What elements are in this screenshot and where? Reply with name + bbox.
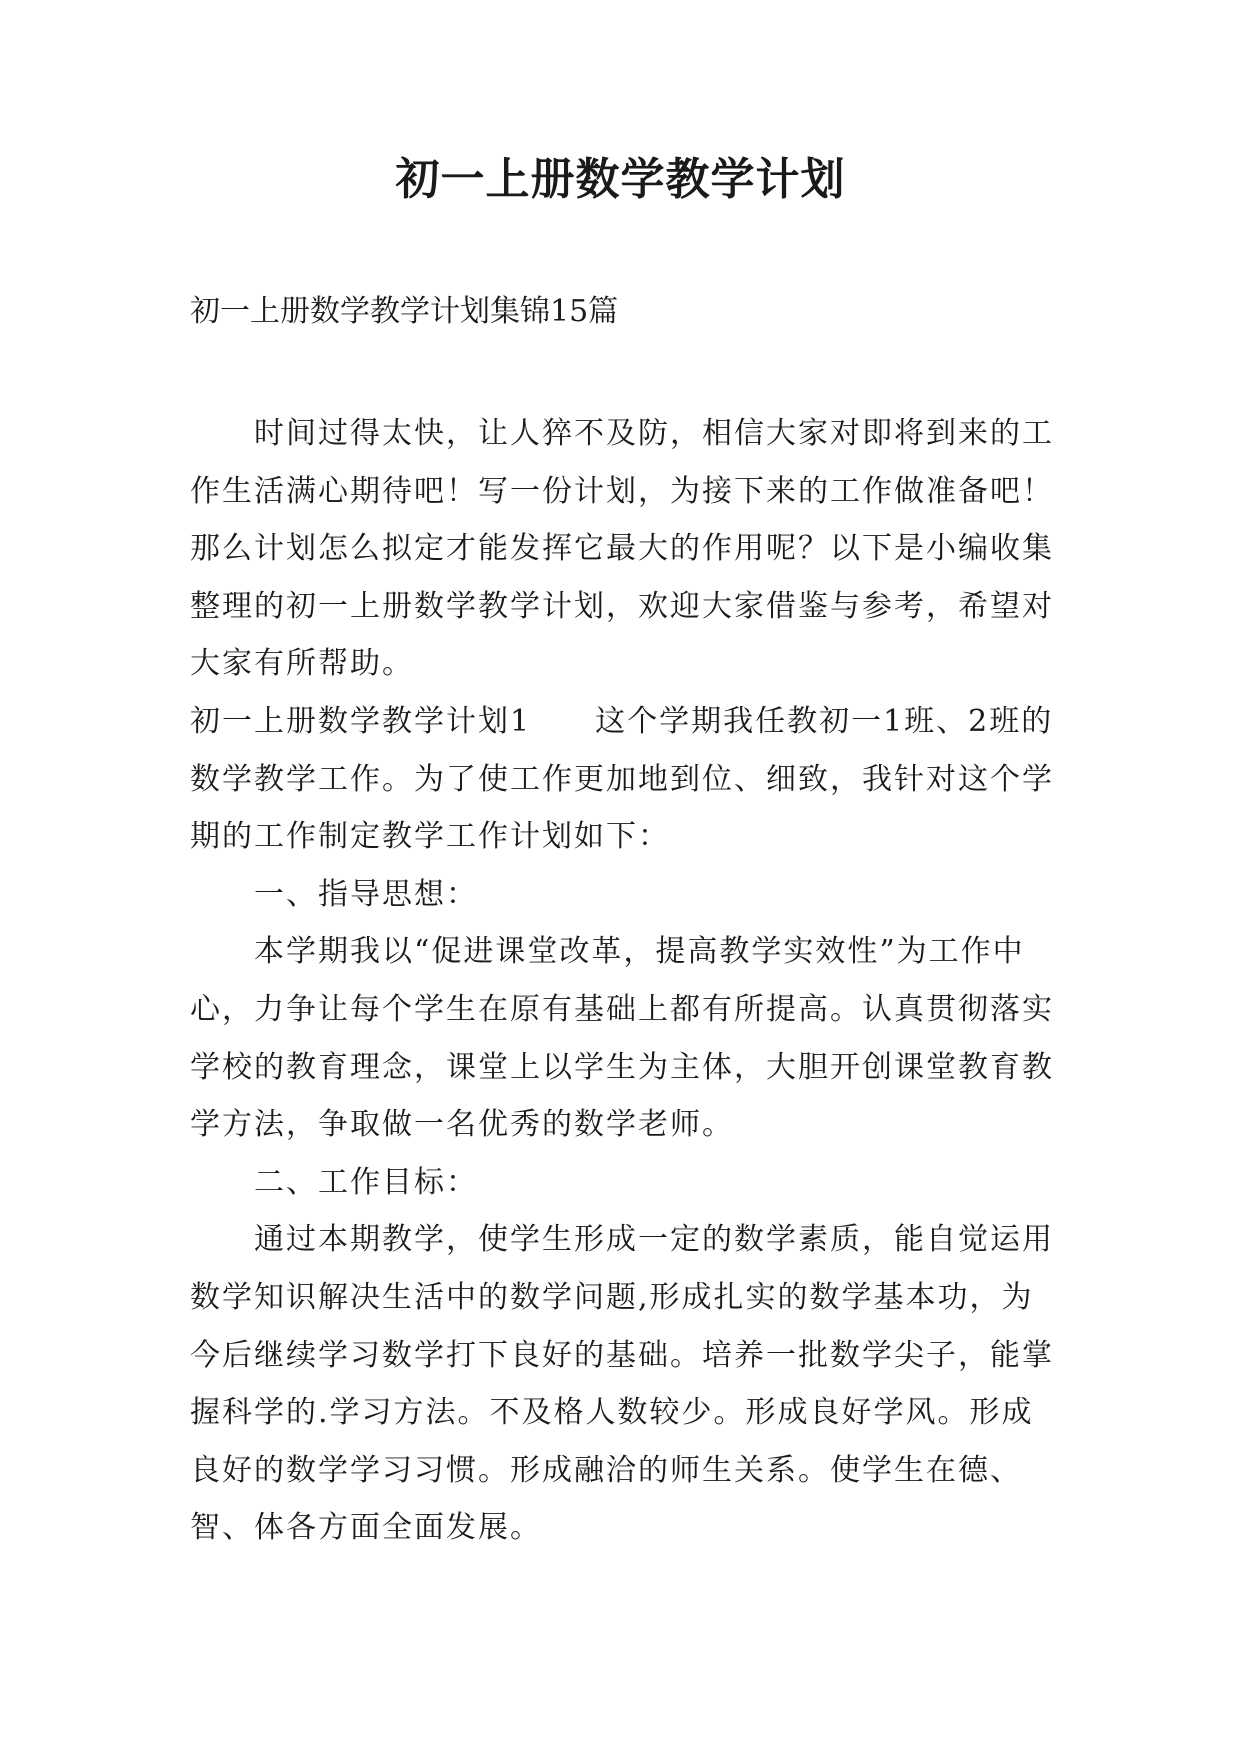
paragraph-work-goals: 通过本期教学，使学生形成一定的数学素质，能自觉运用数学知识解决生活中的数学问题,形成扎实的数学基本功，为今后继续学习数学打下良好的基础。培养一批数学尖子，能掌握科学的.学习方法。不及格人数较少。形成良好学风。形成良好的数学学习习惯。形成融洽的师生关系。使学生在德、智、体各方面全面发展。 [190,1222,1054,1546]
heading-guiding-thought: 一、指导思想： [254,876,478,912]
heading-work-goals: 二、工作目标： [254,1164,478,1200]
document-title: 初一上册数学教学计划 [395,154,846,205]
paragraph-guiding-thought: 本学期我以“促进课堂改革，提高教学实效性”为工作中心，力争让每个学生在原有基础上都有所提高。认真贯彻落实学校的教育理念，课堂上以学生为主体，大胆开创课堂教育教学方法，争取做一名优秀的数学老师。 [190,934,1054,1143]
document-body [190,405,1060,1557]
paragraph-intro: 时间过得太快，让人猝不及防，相信大家对即将到来的工作生活满心期待吧！写一份计划，为接下来的工作做准备吧！那么计划怎么拟定才能发挥它最大的作用呢？以下是小编收集整理的初一上册数学教学计划，欢迎大家借鉴与参考，希望对大家有所帮助。 [190,416,1054,682]
paragraph-plan-1: 初一上册数学教学计划1 这个学期我任教初一1班、2班的数学教学工作。为了使工作更加地到位、细致，我针对这个学期的工作制定教学工作计划如下： [190,703,1054,855]
document-subtitle: 初一上册数学教学计划集锦15篇 [190,294,619,329]
